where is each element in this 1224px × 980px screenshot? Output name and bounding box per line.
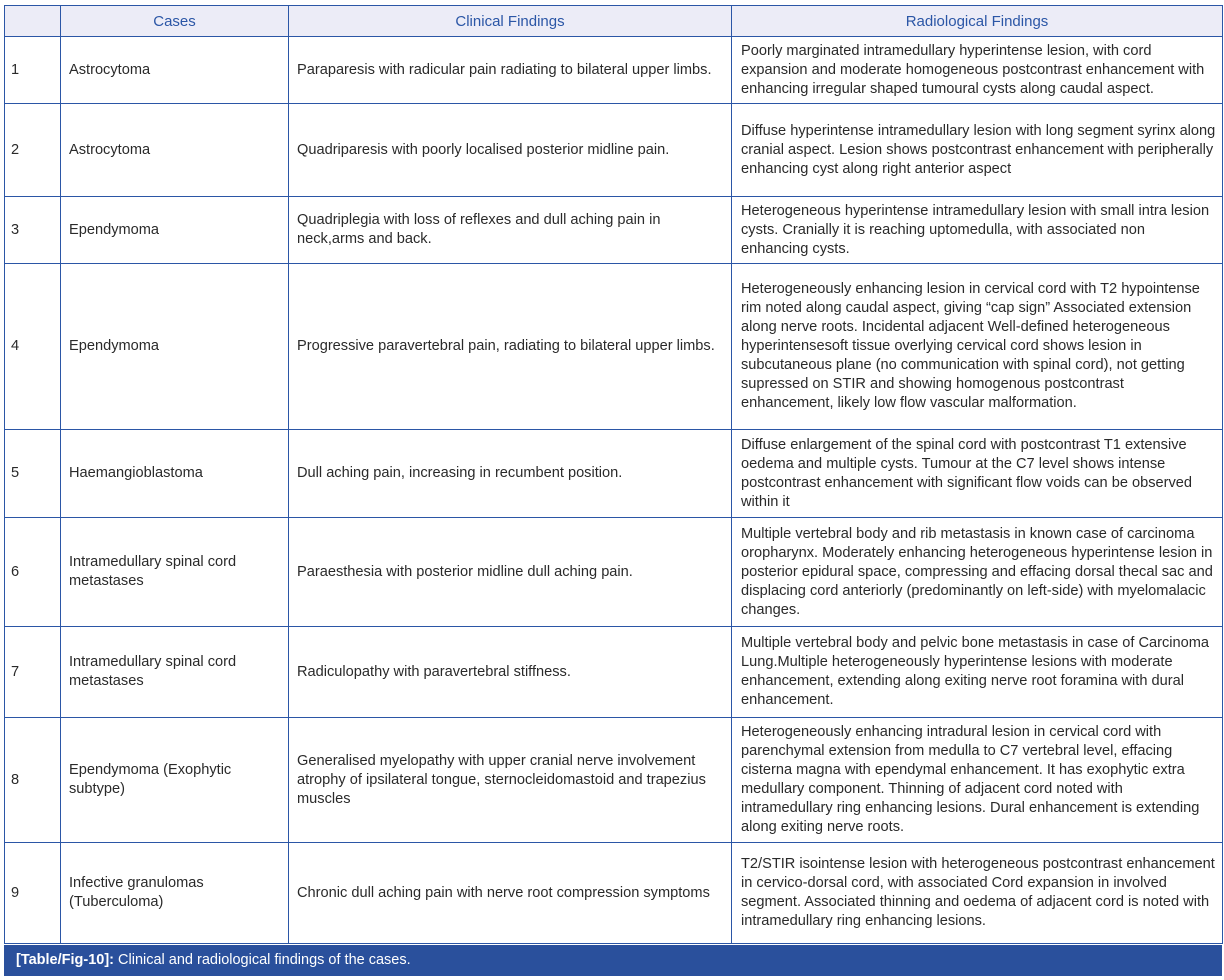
radiological-findings-cell: Diffuse hyperintense intramedullary lesion with long segment syrinx along cranial aspect. Lesion shows postcontrast enhancement with peripherally enhancing cyst along right anterior aspect [732, 104, 1223, 197]
case-number: 2 [5, 104, 61, 197]
table-header-row [5, 6, 1223, 37]
findings-table [4, 5, 1223, 944]
case-name: Astrocytoma [61, 104, 289, 197]
radiological-findings-cell: Heterogeneously enhancing lesion in cervical cord with T2 hypointense rim noted along caudal aspect, giving “cap sign” Associated extension along nerve roots. Incidental adjacent Well-defined heterogeneous hyperintensesoft tissue overlying cervical cord shows lesion in subcutaneous plane (no communication with spinal cord), not getting supressed on STIR and showing homogenous postcontrast enhancement, likely low flow vascular malformation. [732, 264, 1223, 430]
header-number [5, 6, 61, 37]
case-number: 4 [5, 264, 61, 430]
radiological-findings-cell: Heterogeneously enhancing intradural lesion in cervical cord with parenchymal extension from medulla to C7 vertebral level, effacing cisterna magna with ependymal enhancement. It has exophytic extra medullary component. Thinning of adjacent cord noted with intramedullary ring enhancing lesions. Dural enhancement is extending along exiting nerve roots. [732, 718, 1223, 843]
radiological-findings-cell: Multiple vertebral body and pelvic bone metastasis in case of Carcinoma Lung.Multiple heterogeneously hyperintense lesions with moderate enhancement, extending along exiting nerve root foramina with dural enhancement. [732, 627, 1223, 718]
radiological-findings-cell: Diffuse enlargement of the spinal cord with postcontrast T1 extensive oedema and multiple cysts. Tumour at the C7 level shows intense postcontrast enhancement with significant flow voids can be observed within it [732, 430, 1223, 518]
table-row [5, 627, 1223, 718]
case-number: 9 [5, 843, 61, 944]
radiological-findings-cell: Poorly marginated intramedullary hyperintense lesion, with cord expansion and moderate homogeneous postcontrast enhancement with enhancing irregular shaped tumoural cysts along caudal aspect. [732, 37, 1223, 104]
table-row [5, 264, 1223, 430]
case-number: 5 [5, 430, 61, 518]
case-name: Ependymoma (Exophytic subtype) [61, 718, 289, 843]
clinical-findings-cell: Chronic dull aching pain with nerve root compression symptoms [289, 843, 732, 944]
findings-table-container [4, 5, 1222, 944]
header-clinical-findings: Clinical Findings [289, 6, 732, 37]
case-number: 7 [5, 627, 61, 718]
radiological-findings-cell: Multiple vertebral body and rib metastasis in known case of carcinoma oropharynx. Moderately enhancing heterogeneous hyperintense lesion in posterior epidural space, compressing and effacing dorsal thecal sac and displacing cord anteriorly (predominantly on left-side) with myelomalacic changes. [732, 518, 1223, 627]
table-caption [4, 945, 1222, 976]
clinical-findings-cell: Generalised myelopathy with upper cranial nerve involvement atrophy of ipsilateral tongue, sternocleidomastoid and trapezius muscles [289, 718, 732, 843]
clinical-findings-cell: Progressive paravertebral pain, radiating to bilateral upper limbs. [289, 264, 732, 430]
table-row [5, 104, 1223, 197]
header-cases: Cases [61, 6, 289, 37]
table-row [5, 843, 1223, 944]
table-row [5, 430, 1223, 518]
case-name: Ependymoma [61, 264, 289, 430]
radiological-findings-cell: Heterogeneous hyperintense intramedullary lesion with small intra lesion cysts. Cranially it is reaching uptomedulla, with associated non enhancing cysts. [732, 197, 1223, 264]
case-name: Intramedullary spinal cord metastases [61, 518, 289, 627]
table-row [5, 37, 1223, 104]
caption-text: Clinical and radiological findings of the cases. [114, 952, 411, 968]
case-name: Infective granulomas (Tuberculoma) [61, 843, 289, 944]
radiological-findings-cell: T2/STIR isointense lesion with heterogeneous postcontrast enhancement in cervico-dorsal cord, with associated Cord expansion in involved segment. Associated thinning and oedema of adjacent cord is noted with intramedullary ring enhancing lesions. [732, 843, 1223, 944]
caption-label: [Table/Fig-10]: [16, 952, 115, 968]
case-number: 8 [5, 718, 61, 843]
clinical-findings-cell: Dull aching pain, increasing in recumbent position. [289, 430, 732, 518]
header-radiological-findings: Radiological Findings [732, 6, 1223, 37]
clinical-findings-cell: Paraesthesia with posterior midline dull aching pain. [289, 518, 732, 627]
case-name: Intramedullary spinal cord metastases [61, 627, 289, 718]
case-name: Ependymoma [61, 197, 289, 264]
table-row [5, 197, 1223, 264]
case-number: 3 [5, 197, 61, 264]
case-name: Haemangioblastoma [61, 430, 289, 518]
table-row [5, 718, 1223, 843]
case-number: 6 [5, 518, 61, 627]
case-number: 1 [5, 37, 61, 104]
clinical-findings-cell: Quadriplegia with loss of reflexes and dull aching pain in neck,arms and back. [289, 197, 732, 264]
clinical-findings-cell: Radiculopathy with paravertebral stiffness. [289, 627, 732, 718]
clinical-findings-cell: Quadriparesis with poorly localised posterior midline pain. [289, 104, 732, 197]
clinical-findings-cell: Paraparesis with radicular pain radiating to bilateral upper limbs. [289, 37, 732, 104]
case-name: Astrocytoma [61, 37, 289, 104]
table-row [5, 518, 1223, 627]
